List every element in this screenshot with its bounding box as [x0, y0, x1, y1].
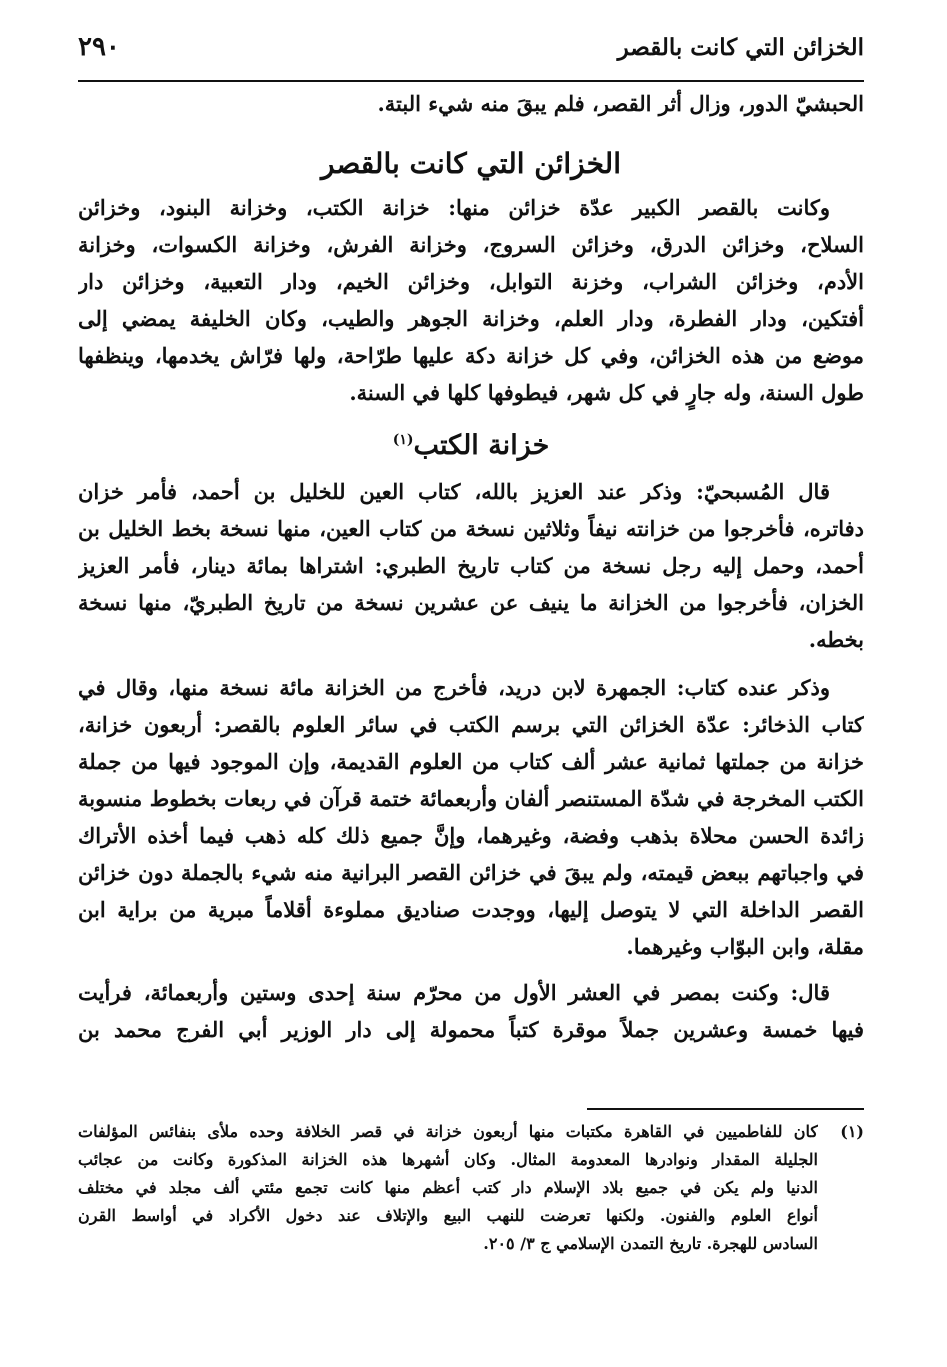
- section-heading: الخزائن التي كانت بالقصر: [321, 147, 621, 180]
- paragraph-3: [78, 669, 864, 965]
- paragraph-gap: [78, 658, 864, 669]
- page-header: [78, 30, 864, 82]
- text-line: أحمد، وحمل إليه رجل نسخة من كتاب تاريخ الطبري: اشتراها بمائة دينار، فأمر العزيز: [78, 553, 864, 578]
- main-text: [78, 85, 864, 1048]
- subsection-heading: [78, 419, 864, 473]
- page-number: ٢٩٠: [78, 32, 120, 62]
- text-line: في واجباتهم ببعض قيمته، ولم يبقَ في خزائن القصر البرانية منه شيء بالجملة دون خزائن: [78, 860, 864, 885]
- text-line: القصر الداخلة التي لا يتوصل إليها، ووجدت صناديق مملوءة أقلاماً مبرية من براية ابن: [78, 897, 864, 922]
- text-line: الخزان، فأخرجوا من الخزانة ما ينيف عن عشرين نسخة من تاريخ الطبريّ، منها نسخة: [78, 590, 864, 615]
- text-line: السلاح، وخزائن الدرق، وخزائن السروج، وخزانة الفرش، وخزانة الكسوات، وخزانة: [78, 232, 864, 257]
- paragraph-4: [78, 974, 864, 1048]
- footnote-number: (١): [840, 1122, 864, 1141]
- paragraph-2: [78, 473, 864, 658]
- text-line: طول السنة، وله جارٍ في كل شهر، فيطوفها كلها في السنة.: [349, 380, 864, 405]
- footnote-separator: [587, 1108, 864, 1110]
- text-line: الكتب المخرجة في شدّة المستنصر ألفان وأربعمائة ختمة قرآن في ربعات بخطوط منسوبة: [78, 786, 864, 811]
- text-line: زائدة الحسن محلاة بذهب وفضة، وغيرهما، وإنَّ جميع ذلك كله ذهب فيما أخذه الأتراك: [78, 823, 864, 848]
- text-line: بخطه.: [808, 627, 864, 652]
- text-line: قال: وكنت بمصر في العشر الأول من محرّم سنة إحدى وستين وأربعمائة، فرأيت: [78, 980, 830, 1005]
- footnote-body: [78, 1118, 818, 1258]
- paragraph-1: [78, 189, 864, 411]
- text-line: وكانت بالقصر الكبير عدّة خزائن منها: خزانة الكتب، وخزانة البنود، وخزائن: [78, 195, 830, 220]
- text-line: وذكر عنده كتاب: الجمهرة لابن دريد، فأخرج من الخزانة مائة نسخة منها، وقال في: [78, 675, 830, 700]
- footnote-marker[interactable]: (١): [392, 432, 414, 448]
- text-line: دفاتره، فأخرجوا من خزانته نيفاً وثلاثين نسخة من كتاب العين، منها نسخة بخط الخليل بن: [78, 516, 864, 541]
- footnote-line: الجليلة المقدار ونوادرها المعدومة المثال. وكان أشهرها هذه الخزانة المذكورة وكانت من عجائب: [78, 1150, 818, 1169]
- footnote-line: أنواع العلوم والفنون. ولكنها تعرضت للنهب البيع والإتلاف عند دخول الأكراد في أواسط القرن: [78, 1206, 818, 1225]
- paragraph-gap: [78, 965, 864, 974]
- footnote-line: كان للفاطميين في القاهرة مكتبات منها أربعون خزانة في قصر الخلافة وحده ملأى بنفائس المؤلفات: [78, 1122, 818, 1141]
- text-line: الأدم، وخزائن الشراب، وخزنة التوابل، وخزائن الخيم، ودار التعبية، وخزائن دار: [78, 269, 864, 294]
- footnote-line: الدنيا ولم يكن في جميع بلاد الإسلام دار كتب أعظم منها كانت تجمع مئتي ألف مجلد في مختلف: [78, 1178, 818, 1197]
- text-line: مقلة، وابن البوّاب وغيرهما.: [626, 934, 864, 959]
- intro-line: الحبشيّ الدور، وزال أثر القصر، فلم يبقَ منه شيء البتة.: [377, 91, 864, 116]
- subsection-heading-text: خزانة الكتب: [413, 430, 550, 461]
- text-line: كتاب الذخائر: عدّة الخزائن التي برسم الكتب في سائر العلوم بالقصر: أربعون خزانة،: [78, 712, 864, 737]
- text-line: موضع من هذه الخزائن، وفي كل خزانة دكة عليها طرّاحة، ولها فرّاش يخدمها، وينظفها: [78, 343, 864, 368]
- text-line: خزانة من جملتها ثمانية عشر ألف كتاب من العلوم القديمة، وإن الموجود فيها من جملة: [78, 749, 864, 774]
- running-title: الخزائن التي كانت بالقصر: [617, 34, 864, 61]
- footnote: [78, 1118, 864, 1258]
- footnote-line: السادس للهجرة. تاريخ التمدن الإسلامي ج ٣/ ٢٠٥.: [483, 1234, 818, 1253]
- text-line: أفتكين، ودار الفطرة، ودار العلم، وخزانة الجوهر والطيب، وكان الخليفة يمضي إلى: [78, 306, 864, 331]
- text-line: قال المُسبحيّ: وذكر عند العزيز بالله، كتاب العين للخليل بن أحمد، فأمر خزان: [78, 479, 830, 504]
- text-line: فيها خمسة وعشرين جملاً موقرة كتباً محمولة إلى دار الوزير أبي الفرج محمد بن: [78, 1017, 864, 1042]
